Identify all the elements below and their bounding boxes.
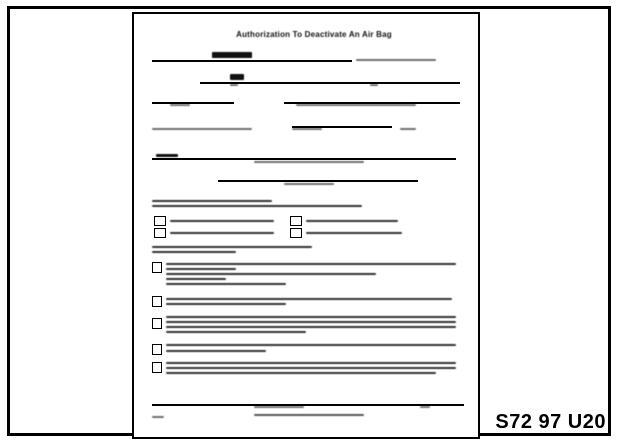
form-text-line: [166, 344, 456, 346]
form-mark: [284, 183, 334, 185]
authorization-form: [132, 12, 480, 439]
reason-checkbox[interactable]: [154, 216, 166, 226]
form-mark: [254, 406, 304, 408]
form-text-line: [152, 205, 362, 207]
form-text-line: [306, 232, 402, 234]
reason-checkbox[interactable]: [290, 216, 302, 226]
form-mark: [152, 416, 164, 418]
form-mark: [292, 128, 322, 130]
form-mark: [152, 128, 252, 130]
form-mark: [156, 154, 178, 157]
form-text-line: [306, 220, 398, 222]
form-text-line: [170, 220, 274, 222]
form-text-line: [166, 367, 456, 369]
form-mark: [370, 84, 378, 86]
form-line: [218, 180, 418, 182]
form-text-line: [152, 246, 312, 248]
form-text-line: [166, 321, 456, 323]
form-line: [152, 158, 456, 160]
form-text-line: [166, 268, 236, 270]
form-mark: [296, 104, 416, 106]
form-mark: [230, 84, 238, 86]
form-line: [200, 82, 460, 84]
acknowledgement-checkbox[interactable]: [152, 318, 162, 329]
form-text-line: [166, 298, 452, 300]
form-mark: [400, 128, 416, 130]
form-mark: [356, 59, 436, 61]
form-text-line: [166, 350, 266, 352]
form-text-line: [166, 278, 226, 280]
form-text-line: [166, 273, 376, 275]
form-line: [152, 404, 464, 406]
form-mark: [254, 414, 364, 416]
form-text-line: [166, 263, 456, 265]
form-title: Authorization To Deactivate An Air Bag: [236, 30, 392, 39]
form-text-line: [166, 331, 306, 333]
figure-id-label: S72 97 U20: [495, 411, 606, 433]
form-mark: [230, 74, 244, 80]
form-text-line: [166, 372, 436, 374]
reason-checkbox[interactable]: [154, 228, 166, 238]
reason-checkbox[interactable]: [290, 228, 302, 238]
form-mark: [254, 161, 364, 163]
form-mark: [420, 406, 430, 408]
form-text-line: [166, 362, 456, 364]
acknowledgement-checkbox[interactable]: [152, 344, 162, 355]
form-mark: [170, 104, 190, 106]
acknowledgement-checkbox[interactable]: [152, 362, 162, 373]
form-line: [152, 102, 234, 104]
form-text-line: [166, 303, 286, 305]
form-text-line: [152, 200, 272, 202]
form-text-line: [152, 251, 236, 253]
form-text-line: [170, 232, 274, 234]
form-text-line: [166, 326, 456, 328]
acknowledgement-checkbox[interactable]: [152, 296, 162, 307]
acknowledgement-checkbox[interactable]: [152, 262, 162, 273]
form-text-line: [166, 316, 456, 318]
form-text-line: [166, 283, 286, 285]
form-mark: [212, 52, 252, 58]
form-line: [152, 60, 352, 62]
